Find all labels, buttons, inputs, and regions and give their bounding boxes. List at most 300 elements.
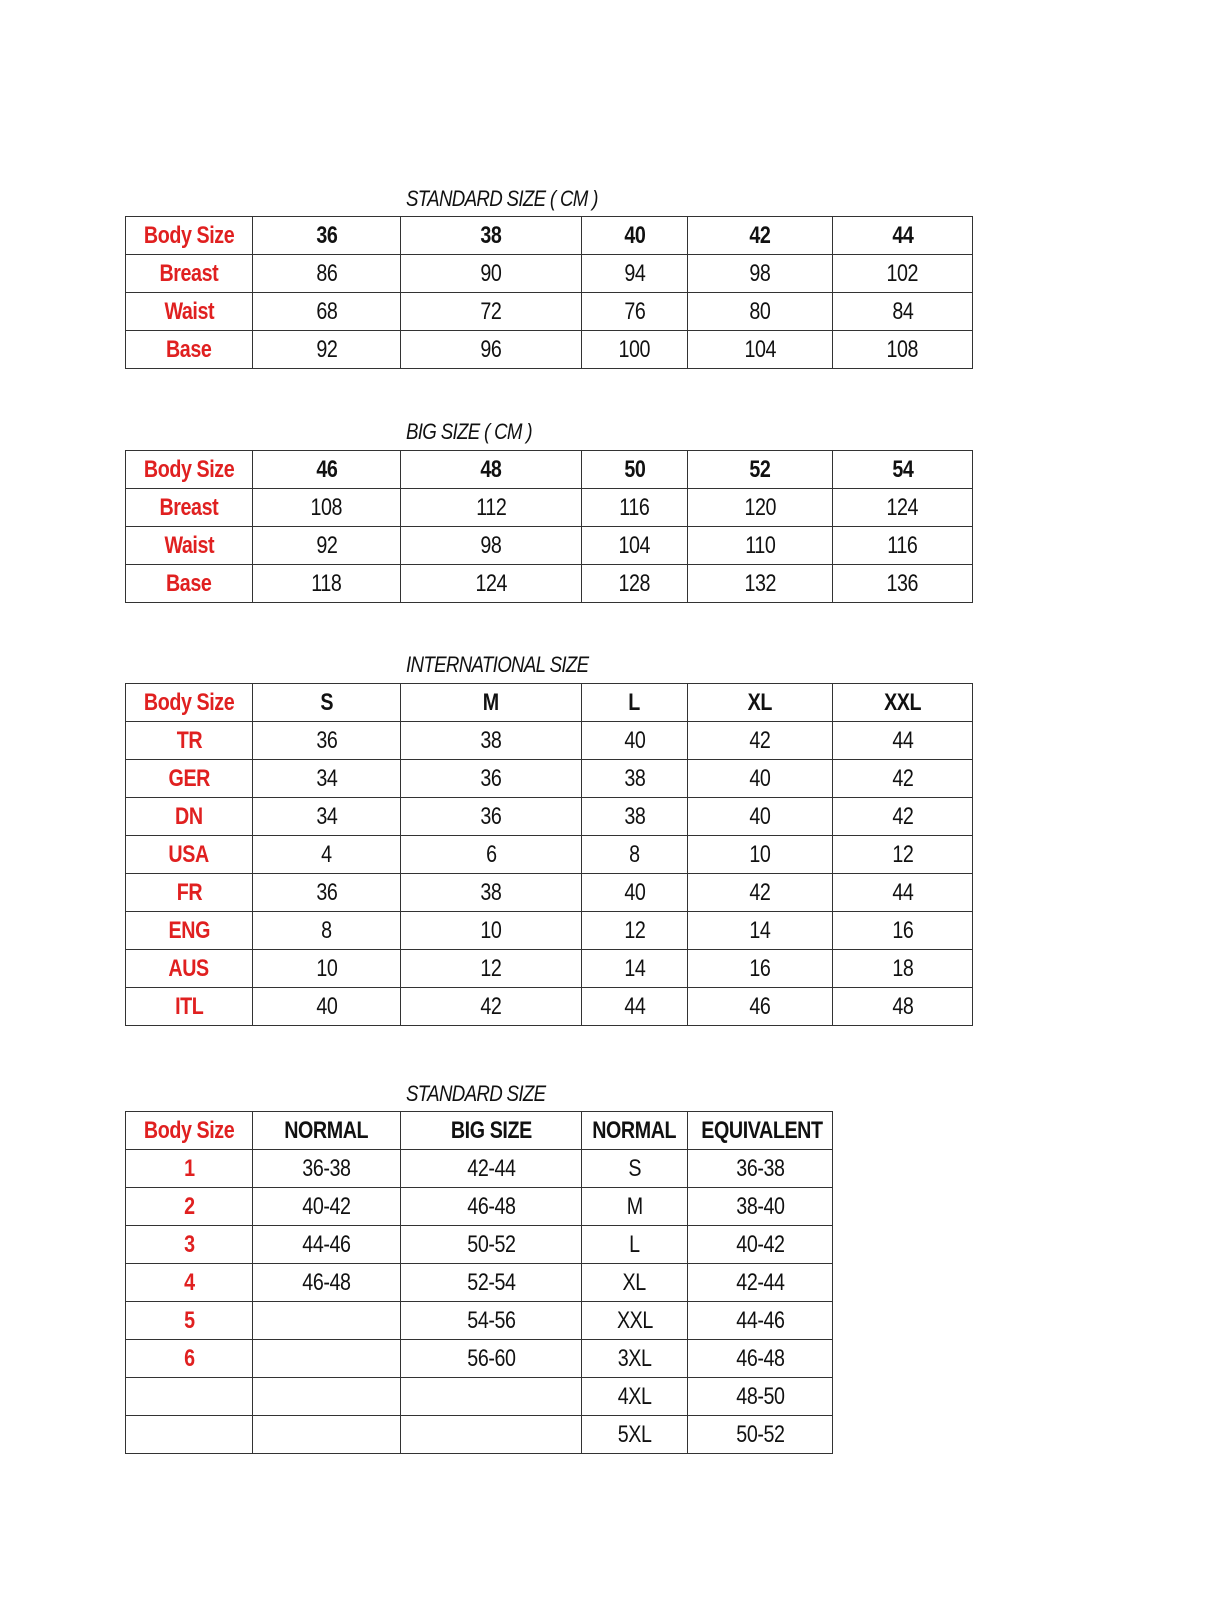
big-size-cm-table <box>125 450 973 603</box>
table-cell <box>582 1150 688 1188</box>
table-cell <box>688 1150 833 1188</box>
header-cell <box>833 217 973 255</box>
cell-text: 36 <box>480 802 502 830</box>
cell-text: 42-44 <box>466 1154 516 1182</box>
header-label-cell <box>126 684 253 722</box>
table-cell <box>833 836 973 874</box>
cell-text: 10 <box>315 954 338 982</box>
table-cell <box>688 1302 833 1340</box>
table-cell <box>688 1264 833 1302</box>
cell-text: 48-50 <box>735 1382 785 1410</box>
cell-text: 10 <box>480 916 502 944</box>
cell-text: 116 <box>887 531 918 559</box>
cell-text: 84 <box>891 297 914 325</box>
cell-text: NORMAL <box>284 1116 369 1144</box>
cell-text: Body Size <box>143 455 235 483</box>
cell-text: 16 <box>891 916 914 944</box>
table-cell <box>401 1150 582 1188</box>
cell-text: 46 <box>315 455 338 483</box>
cell-text: 36 <box>315 878 338 906</box>
row-label-cell <box>126 1188 253 1226</box>
table-cell <box>582 988 688 1026</box>
table-row <box>126 1264 833 1302</box>
table-cell <box>688 988 833 1026</box>
cell-text: 14 <box>749 916 771 944</box>
cell-text: 120 <box>744 493 776 521</box>
cell-text: 5 <box>183 1306 195 1334</box>
row-label-cell <box>126 988 253 1026</box>
table-cell <box>253 722 401 760</box>
cell-text: 44-46 <box>302 1230 351 1258</box>
row-label-cell <box>126 874 253 912</box>
cell-text: 2 <box>183 1192 195 1220</box>
table-cell <box>582 1188 688 1226</box>
table-cell <box>833 489 973 527</box>
cell-text: 112 <box>475 493 507 521</box>
cell-text: 5XL <box>617 1420 652 1448</box>
table-cell <box>401 798 582 836</box>
table-cell <box>833 874 973 912</box>
table-row <box>126 255 973 293</box>
cell-text: 3XL <box>617 1344 652 1372</box>
table-cell <box>401 565 582 603</box>
cell-text: XL <box>622 1268 647 1296</box>
table-cell <box>253 1264 401 1302</box>
header-cell <box>582 451 688 489</box>
cell-text: Base <box>166 335 212 363</box>
table-row <box>126 331 973 369</box>
table-cell <box>688 1188 833 1226</box>
cell-text: Body Size <box>143 1116 235 1144</box>
table-cell <box>833 798 973 836</box>
table-cell <box>401 760 582 798</box>
table-cell <box>688 527 833 565</box>
cell-text: 42 <box>891 802 914 830</box>
cell-text: 102 <box>886 259 919 287</box>
header-cell <box>582 684 688 722</box>
cell-text: 8 <box>629 840 640 868</box>
table-cell <box>401 489 582 527</box>
cell-text: 40-42 <box>735 1230 785 1258</box>
table-cell <box>833 565 973 603</box>
cell-text: 42 <box>891 764 914 792</box>
table-row <box>126 722 973 760</box>
table-cell <box>582 874 688 912</box>
cell-text: L <box>628 688 641 716</box>
cell-text: 38 <box>480 726 502 754</box>
cell-text: 40 <box>749 764 771 792</box>
cell-text: 54-56 <box>466 1306 516 1334</box>
cell-text: 40 <box>623 878 646 906</box>
cell-text: 4 <box>183 1268 195 1296</box>
table-cell <box>253 255 401 293</box>
table-cell <box>253 565 401 603</box>
cell-text: 34 <box>315 764 338 792</box>
table-cell <box>688 293 833 331</box>
row-label-cell <box>126 836 253 874</box>
row-label-cell <box>126 331 253 369</box>
table-cell <box>688 722 833 760</box>
cell-text: 40 <box>315 992 338 1020</box>
table-cell <box>688 489 833 527</box>
table-cell <box>582 1264 688 1302</box>
table-cell <box>253 874 401 912</box>
table-cell <box>582 1302 688 1340</box>
cell-text: Body Size <box>143 688 235 716</box>
table-cell <box>582 1378 688 1416</box>
cell-text: TR <box>176 726 202 754</box>
cell-text: 38 <box>480 221 502 249</box>
table-cell <box>401 836 582 874</box>
row-label-cell <box>126 1150 253 1188</box>
table-row <box>126 912 973 950</box>
cell-text: Waist <box>164 531 214 559</box>
table-cell <box>688 255 833 293</box>
cell-text: 104 <box>744 335 776 363</box>
table-cell <box>401 1264 582 1302</box>
cell-text: Breast <box>159 493 219 521</box>
table-cell <box>833 988 973 1026</box>
standard-size-cm-title: STANDARD SIZE ( CM ) <box>406 186 598 211</box>
header-cell <box>253 217 401 255</box>
cell-text: USA <box>168 840 210 868</box>
row-label-cell <box>126 1340 253 1378</box>
cell-text: 36 <box>480 764 502 792</box>
cell-text: 42 <box>480 992 502 1020</box>
cell-text: 44 <box>891 726 914 754</box>
table-cell <box>688 565 833 603</box>
cell-text: FR <box>176 878 202 906</box>
cell-text: 108 <box>886 335 919 363</box>
row-label-cell <box>126 565 253 603</box>
cell-text: L <box>629 1230 640 1258</box>
cell-text: 116 <box>619 493 650 521</box>
header-cell <box>401 217 582 255</box>
row-label-cell <box>126 255 253 293</box>
table-cell <box>253 489 401 527</box>
cell-text: GER <box>168 764 210 792</box>
table-cell <box>582 489 688 527</box>
table-cell <box>688 1226 833 1264</box>
cell-text: 80 <box>749 297 771 325</box>
cell-text: 52 <box>749 455 771 483</box>
cell-text: 14 <box>623 954 646 982</box>
table-cell <box>401 1188 582 1226</box>
table-cell <box>401 255 582 293</box>
cell-text: 38 <box>623 802 646 830</box>
cell-text: 48 <box>891 992 914 1020</box>
header-cell <box>582 217 688 255</box>
table-cell <box>582 722 688 760</box>
cell-text: 46-48 <box>302 1268 351 1296</box>
table-cell <box>253 760 401 798</box>
row-label-cell <box>126 798 253 836</box>
table-cell <box>253 1226 401 1264</box>
row-label-cell <box>126 912 253 950</box>
table-row <box>126 489 973 527</box>
table-cell <box>833 527 973 565</box>
cell-text: 46 <box>749 992 771 1020</box>
cell-text: 44 <box>623 992 646 1020</box>
table-cell <box>833 331 973 369</box>
table-cell <box>582 836 688 874</box>
cell-text: 118 <box>311 569 342 597</box>
table-row <box>126 1416 833 1454</box>
row-label-cell <box>126 1226 253 1264</box>
cell-text: ENG <box>168 916 210 944</box>
header-cell <box>253 1112 401 1150</box>
table-cell <box>582 760 688 798</box>
header-cell <box>833 684 973 722</box>
cell-text: 98 <box>480 531 502 559</box>
table-cell <box>401 988 582 1026</box>
table-cell <box>833 293 973 331</box>
table-header-row <box>126 217 973 255</box>
header-cell <box>582 1112 688 1150</box>
table-row <box>126 988 973 1026</box>
cell-text: 6 <box>485 840 497 868</box>
table-row <box>126 836 973 874</box>
table-cell <box>401 1378 582 1416</box>
table-row <box>126 1302 833 1340</box>
row-label-cell <box>126 950 253 988</box>
row-label-cell <box>126 1302 253 1340</box>
cell-text: S <box>628 1154 641 1182</box>
cell-text: EQUIVALENT <box>701 1116 823 1144</box>
table-row <box>126 798 973 836</box>
table-row <box>126 527 973 565</box>
cell-text: 48 <box>480 455 502 483</box>
table-cell <box>401 293 582 331</box>
cell-text: Breast <box>159 259 219 287</box>
table-cell <box>253 1302 401 1340</box>
row-label-cell <box>126 1378 253 1416</box>
table-cell <box>688 874 833 912</box>
table-cell <box>833 760 973 798</box>
cell-text: 50-52 <box>466 1230 516 1258</box>
table-row <box>126 950 973 988</box>
table-row <box>126 1150 833 1188</box>
table-cell <box>582 565 688 603</box>
cell-text: ITL <box>174 992 204 1020</box>
cell-text: 34 <box>315 802 338 830</box>
header-cell <box>401 1112 582 1150</box>
big-size-cm-title: BIG SIZE ( CM ) <box>406 419 532 444</box>
cell-text: BIG SIZE <box>450 1116 532 1144</box>
table-cell <box>833 912 973 950</box>
table-cell <box>582 950 688 988</box>
cell-text: 40 <box>749 802 771 830</box>
cell-text: 136 <box>886 569 919 597</box>
table-cell <box>253 912 401 950</box>
row-label-cell <box>126 760 253 798</box>
standard-size-table <box>125 1111 833 1454</box>
header-label-cell <box>126 451 253 489</box>
table-cell <box>401 1340 582 1378</box>
row-label-cell <box>126 293 253 331</box>
international-size-table <box>125 683 973 1026</box>
table-cell <box>401 950 582 988</box>
cell-text: 36-38 <box>302 1154 351 1182</box>
cell-text: 40-42 <box>302 1192 351 1220</box>
table-cell <box>688 950 833 988</box>
header-cell <box>253 684 401 722</box>
table-cell <box>688 836 833 874</box>
table-row <box>126 1188 833 1226</box>
standard-size-cm-table <box>125 216 973 369</box>
cell-text: 1 <box>183 1154 195 1182</box>
cell-text: 38 <box>623 764 646 792</box>
cell-text: 42 <box>749 878 771 906</box>
cell-text: 108 <box>310 493 343 521</box>
cell-text: 92 <box>315 531 338 559</box>
table-cell <box>253 331 401 369</box>
cell-text: 98 <box>749 259 771 287</box>
cell-text: XXL <box>616 1306 653 1334</box>
cell-text: 92 <box>315 335 338 363</box>
cell-text: DN <box>175 802 203 830</box>
cell-text: 36 <box>315 726 338 754</box>
table-cell <box>688 331 833 369</box>
table-cell <box>833 950 973 988</box>
cell-text: 8 <box>321 916 332 944</box>
cell-text: 44-46 <box>735 1306 785 1334</box>
international-size-title: INTERNATIONAL SIZE <box>406 652 589 677</box>
header-label-cell <box>126 217 253 255</box>
table-cell <box>401 874 582 912</box>
cell-text: 94 <box>623 259 646 287</box>
table-header-row <box>126 451 973 489</box>
table-cell <box>688 1416 833 1454</box>
cell-text: 4XL <box>617 1382 652 1410</box>
cell-text: 4 <box>321 840 332 868</box>
table-cell <box>833 722 973 760</box>
table-cell <box>582 798 688 836</box>
cell-text: 16 <box>749 954 771 982</box>
cell-text: 68 <box>315 297 338 325</box>
table-row <box>126 874 973 912</box>
table-header-row <box>126 1112 833 1150</box>
cell-text: 110 <box>744 531 776 559</box>
cell-text: 36 <box>315 221 338 249</box>
table-cell <box>582 527 688 565</box>
table-cell <box>582 912 688 950</box>
cell-text: 10 <box>749 840 771 868</box>
table-row <box>126 1226 833 1264</box>
table-cell <box>253 988 401 1026</box>
header-label-cell <box>126 1112 253 1150</box>
table-header-row <box>126 684 973 722</box>
cell-text: 50-52 <box>735 1420 785 1448</box>
table-cell <box>253 1416 401 1454</box>
table-cell <box>582 331 688 369</box>
table-cell <box>401 1416 582 1454</box>
table-cell <box>253 950 401 988</box>
table-cell <box>253 1188 401 1226</box>
cell-text: 54 <box>891 455 914 483</box>
cell-text: 12 <box>623 916 646 944</box>
table-row <box>126 760 973 798</box>
table-cell <box>401 331 582 369</box>
cell-text: 96 <box>480 335 502 363</box>
table-cell <box>582 255 688 293</box>
cell-text: 46-48 <box>735 1344 785 1372</box>
cell-text: 124 <box>886 493 919 521</box>
cell-text: Waist <box>164 297 214 325</box>
header-cell <box>401 451 582 489</box>
table-cell <box>688 798 833 836</box>
standard-size-title: STANDARD SIZE <box>406 1081 546 1106</box>
table-cell <box>253 1378 401 1416</box>
cell-text: 72 <box>480 297 502 325</box>
table-row <box>126 1378 833 1416</box>
header-cell <box>688 1112 833 1150</box>
cell-text: AUS <box>168 954 210 982</box>
row-label-cell <box>126 722 253 760</box>
cell-text: 128 <box>618 569 651 597</box>
cell-text: 38 <box>480 878 502 906</box>
cell-text: 18 <box>891 954 914 982</box>
row-label-cell <box>126 1264 253 1302</box>
table-cell <box>253 798 401 836</box>
cell-text: 12 <box>480 954 502 982</box>
cell-text: 76 <box>623 297 646 325</box>
table-cell <box>253 527 401 565</box>
table-cell <box>688 912 833 950</box>
cell-text: 50 <box>623 455 646 483</box>
table-cell <box>688 760 833 798</box>
cell-text: Body Size <box>143 221 235 249</box>
cell-text: NORMAL <box>592 1116 677 1144</box>
row-label-cell <box>126 1416 253 1454</box>
cell-text: 124 <box>475 569 507 597</box>
cell-text: XXL <box>883 688 922 716</box>
cell-text: 100 <box>618 335 651 363</box>
table-cell <box>401 1302 582 1340</box>
header-cell <box>833 451 973 489</box>
cell-text: 42 <box>749 726 771 754</box>
cell-text: 132 <box>744 569 776 597</box>
cell-text: M <box>626 1192 643 1220</box>
cell-text: 6 <box>183 1344 195 1372</box>
table-cell <box>253 1340 401 1378</box>
header-cell <box>688 684 833 722</box>
cell-text: 56-60 <box>466 1344 516 1372</box>
table-cell <box>833 255 973 293</box>
cell-text: 44 <box>891 878 914 906</box>
cell-text: 86 <box>315 259 338 287</box>
cell-text: 44 <box>891 221 914 249</box>
cell-text: 42-44 <box>735 1268 785 1296</box>
table-cell <box>582 293 688 331</box>
cell-text: 52-54 <box>466 1268 516 1296</box>
header-cell <box>688 451 833 489</box>
cell-text: 40 <box>623 726 646 754</box>
header-cell <box>688 217 833 255</box>
table-cell <box>582 1416 688 1454</box>
cell-text: M <box>483 688 499 716</box>
cell-text: Base <box>166 569 212 597</box>
cell-text: XL <box>747 688 773 716</box>
table-cell <box>401 912 582 950</box>
cell-text: 46-48 <box>466 1192 516 1220</box>
cell-text: 38-40 <box>735 1192 785 1220</box>
cell-text: 90 <box>480 259 502 287</box>
table-cell <box>582 1226 688 1264</box>
table-row <box>126 1340 833 1378</box>
table-row <box>126 293 973 331</box>
table-cell <box>688 1340 833 1378</box>
